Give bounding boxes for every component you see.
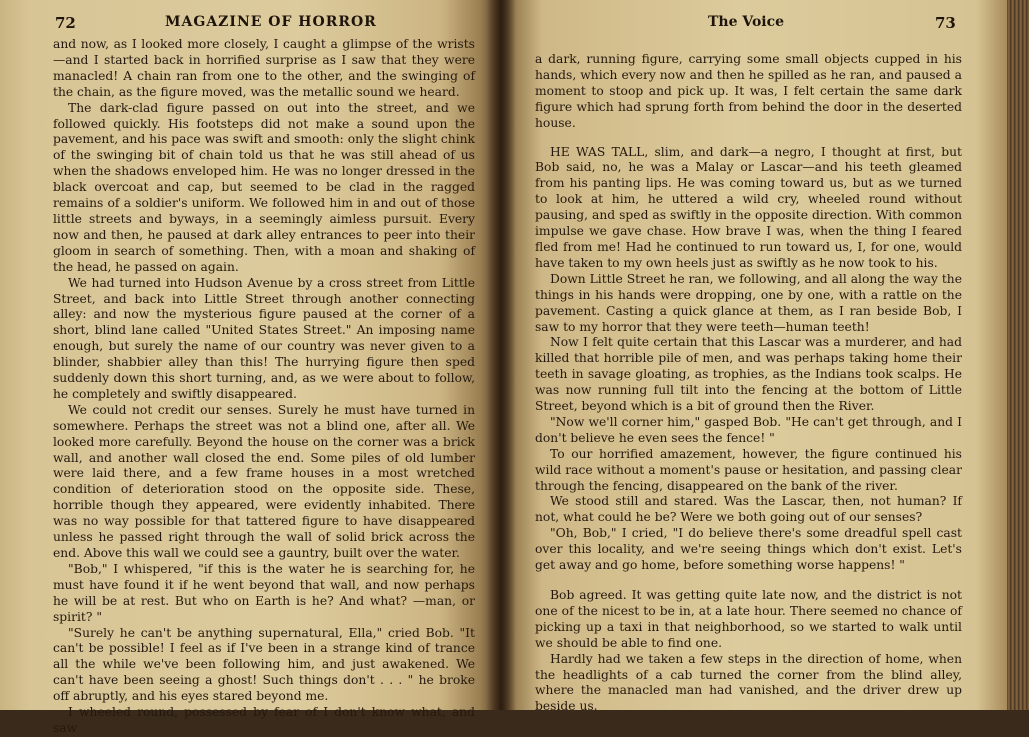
paragraph: Hardly had we taken a few steps in the direction of home, when the headlights of a cab turned the corner from the blind alley, where the manacled man had vanished, and the driver drew up beside us.: [535, 651, 962, 714]
left-text-column: [53, 37, 475, 737]
section-break-paragraph: HE WAS TALL, slim, and dark—a negro, I thought at first, but Bob said, no, he was a Malay or Lascar—and his teeth gleamed from his panting lips. He was coming toward us, but as we turned to look at him, he uttered a wild cry, wheeled round without pausing, and sped as swiftly in the opposite direction. With common impulse we gave chase. How brave I was, when the thing I feared fled from me! Had he continued to run toward us, I, for one, would have taken to my own heels just as swiftly as he now took to his.: [535, 144, 962, 270]
right-text-column: [535, 52, 962, 715]
book-gutter: [486, 0, 516, 710]
paragraph: We had turned into Hudson Avenue by a cross street from Little Street, and back into Little Street through another connecting alley: and now the mysterious figure paused at the corner of a short, blind lane called "United States Street." An imposing name enough, but surely the name of our country was never given to a blinder, shabbier alley than this! The hurrying figure then sped suddenly down this short turning, and, as we were about to follow, he completely and swiftly disappeared.: [53, 275, 475, 401]
paragraph: The dark-clad figure passed on out into the street, and we followed quickly. His footsteps did not make a sound upon the pavement, and his pace was swift and smooth: only the slight chink of the swinging bit of chain told us that he was still ahead of us when the shadows enveloped him. He was no longer dressed in the black overcoat and cap, but seemed to be clad in the ragged remains of a soldier's uniform. We followed him in and out of those little streets and byways, in a seemingly aimless pursuit. Every now and then, he paused at dark alley entrances to peer into their gloom in search of something. Then, with a moan and shaking of the head, he passed on again.: [53, 100, 475, 274]
paragraph: and now, as I looked more closely, I caught a glimpse of the wrists—and I started back in horrified surprise as I saw that they were manacled! A chain ran from one to the other, and the swinging of the chain, as the figure moved, was the metallic sound we heard.: [53, 37, 475, 99]
page-edges: [1007, 0, 1029, 710]
left-page: [0, 0, 500, 735]
paragraph: "Now we'll corner him," gasped Bob. "He can't get through, and I don't believe he even sees the fence! ": [535, 414, 962, 445]
paragraph: To our horrified amazement, however, the figure continued his wild race without a moment's pause or hesitation, and passing clear through the fencing, disappeared on the bank of the river.: [535, 446, 962, 493]
paragraph: Down Little Street he ran, we following, and all along the way the things in his hands were dropping, one by one, with a rattle on the pavement. Casting a quick glance at them, as I ran beside Bob, I saw to my horror that they were teeth—human teeth!: [535, 271, 962, 334]
section-break-paragraph: Bob agreed. It was getting quite late now, and the district is not one of the nicest to be in, at a late hour. There seemed no chance of picking up a taxi in that neighborhood, so we started to walk until we should be able to find one.: [535, 588, 962, 650]
paragraph: We could not credit our senses. Surely he must have turned in somewhere. Perhaps the street was not a blind one, after all. We looked more carefully. Beyond the house on the corner was a brick wall, and another wall closed the end. Some piles of old lumber were laid there, and a few frame houses in a most wretched condition of deterioration stood on the opposite side. These, horrible though they appeared, were evidently inhabited. There was no way possible for that tattered figure to have disappeared unless he passed right through the wall of solid brick across the end. Above this wall we could see a gauntry, built over the water.: [53, 402, 475, 560]
paragraph: I wheeled round, possessed by fear of I don't know what, and saw: [53, 705, 475, 735]
right-page: [500, 0, 1029, 714]
paragraph: Now I felt quite certain that this Lascar was a murderer, and had killed that horrible pile of men, and was perhaps taking home their teeth in savage gloating, as trophies, as the Indians took scalps. He was now running full tilt into the fencing at the bottom of Little Street, beyond which is a bit of ground then the River.: [535, 335, 962, 414]
paragraph: "Surely he can't be anything supernatural, Ella," cried Bob. "It can't be possible! I feel as if I've been in a strange kind of trance all the while we've been following him, and just awakened. We can't have been seeing a ghost! Such things don't . . . " he broke off abruptly, and his eyes stared beyond me.: [53, 625, 475, 704]
paragraph: a dark, running figure, carrying some small objects cupped in his hands, which every now and then he spilled as he ran, and paused a moment to stoop and pick up. It was, I felt certain the same dark figure which had sprung forth from behind the door in the deserted house.: [535, 52, 962, 130]
right-page-number: 73: [935, 14, 956, 32]
left-page-number: 72: [55, 14, 76, 32]
paragraph: "Bob," I whispered, "if this is the water he is searching for, he must have found it if he went beyond that wall, and now perhaps he will be at rest. But who on Earth is he? And what? —man, or spirit? ": [53, 561, 475, 624]
paragraph: We stood still and stared. Was the Lascar, then, not human? If not, what could he be? Were we both going out of our senses?: [535, 494, 962, 525]
paragraph: "Oh, Bob," I cried, "I do believe there's some dreadful spell cast over this locality, and we're seeing things which don't exist. Let's get away and go home, before something worse happens! ": [535, 526, 962, 573]
left-running-head: MAGAZINE OF HORROR: [165, 14, 377, 30]
right-running-head: The Voice: [708, 14, 785, 30]
